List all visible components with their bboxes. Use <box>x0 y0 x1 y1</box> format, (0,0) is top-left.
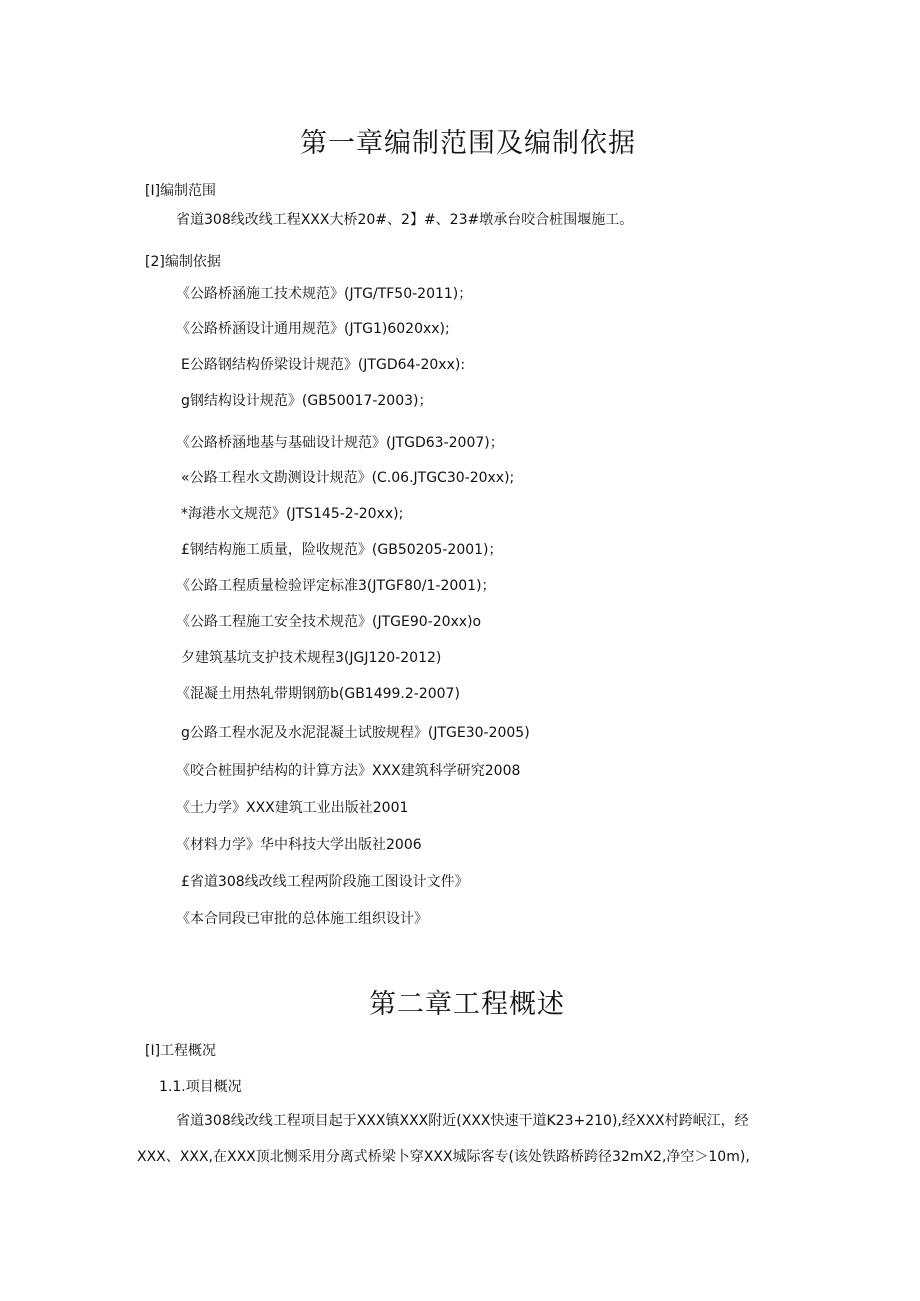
reference-item: «公路工程水文勘测设计规范》(C.06.JTGC30-20xx); <box>181 470 515 486</box>
reference-item: 《公路桥涵地基与基础设计规范》(JTGD63-2007)； <box>176 435 504 451</box>
reference-item: 《土力学》XXX建筑工业出版社2001 <box>176 800 409 816</box>
reference-item: 《公路桥涵设计通用规范》(JTG1)6020xx); <box>176 321 450 337</box>
reference-item: g公路工程水泥及水泥混凝土试胺规程》(JTGE30-2005) <box>181 725 530 741</box>
overview-paragraph-line-2: XXX、XXX,在XXX顶北恻采用分离式桥梁卜穿XXX城际客专(该处铁路桥跨径32mX2,净空＞10m), <box>137 1149 750 1165</box>
section-heading-scope: [I]编制范围 <box>145 183 217 199</box>
overview-paragraph-line-1: 省道308线改线工程项目起于XXX镇XXX附近(XXX快速干道K23+210),经XXX村跨岷江，经 <box>176 1113 749 1129</box>
reference-item: 《公路工程质量检验评定标准3(JTGF80/1-2001)； <box>176 578 496 594</box>
chapter-2-title: 第二章工程概述 <box>369 989 565 1020</box>
reference-item: g钢结构设计规范》(GB50017-2003)； <box>181 393 433 409</box>
section-heading-overview: [I]工程概况 <box>145 1043 217 1059</box>
section-heading-basis: [2]编制依据 <box>145 254 221 270</box>
reference-item: 夕建筑基坑支护技术规程3(JGJ120-2012) <box>181 650 442 666</box>
reference-item: 《本合同段已审批的总体施工组织设计》 <box>176 911 428 927</box>
reference-item: *海港水文规范》(JTS145-2-20xx); <box>181 506 404 522</box>
reference-item: 《公路桥涵施工技术规范》(JTG/TF50-2011)； <box>176 286 473 302</box>
reference-item: £省道308线改线工程两阶段施工图设计文件》 <box>181 874 469 890</box>
subsection-heading-project: 1.1.项目概况 <box>159 1079 242 1095</box>
reference-item: E公路钢结构侨梁设计规范》(JTGD64-20xx): <box>181 357 466 373</box>
reference-item: 《材料力学》华中科技大学出版社2006 <box>176 837 422 853</box>
reference-item: 《公路工程施工安全技术规范》(JTGE90-20xx)o <box>176 614 482 630</box>
reference-item: 《咬合桩围护结构的计算方法》XXX建筑科学研究2008 <box>176 763 521 779</box>
reference-item: 《混凝土用热轧带期钢筋b(GB1499.2-2007) <box>176 686 460 702</box>
reference-item: £钢结构施工质量，险收规范》(GB50205-2001)； <box>181 542 503 558</box>
chapter-1-title: 第一章编制范围及编制依据 <box>300 128 636 159</box>
scope-text: 省道308线改线工程XXX大桥20#、2】#、23#墩承台咬合桩围堰施工。 <box>176 212 634 228</box>
